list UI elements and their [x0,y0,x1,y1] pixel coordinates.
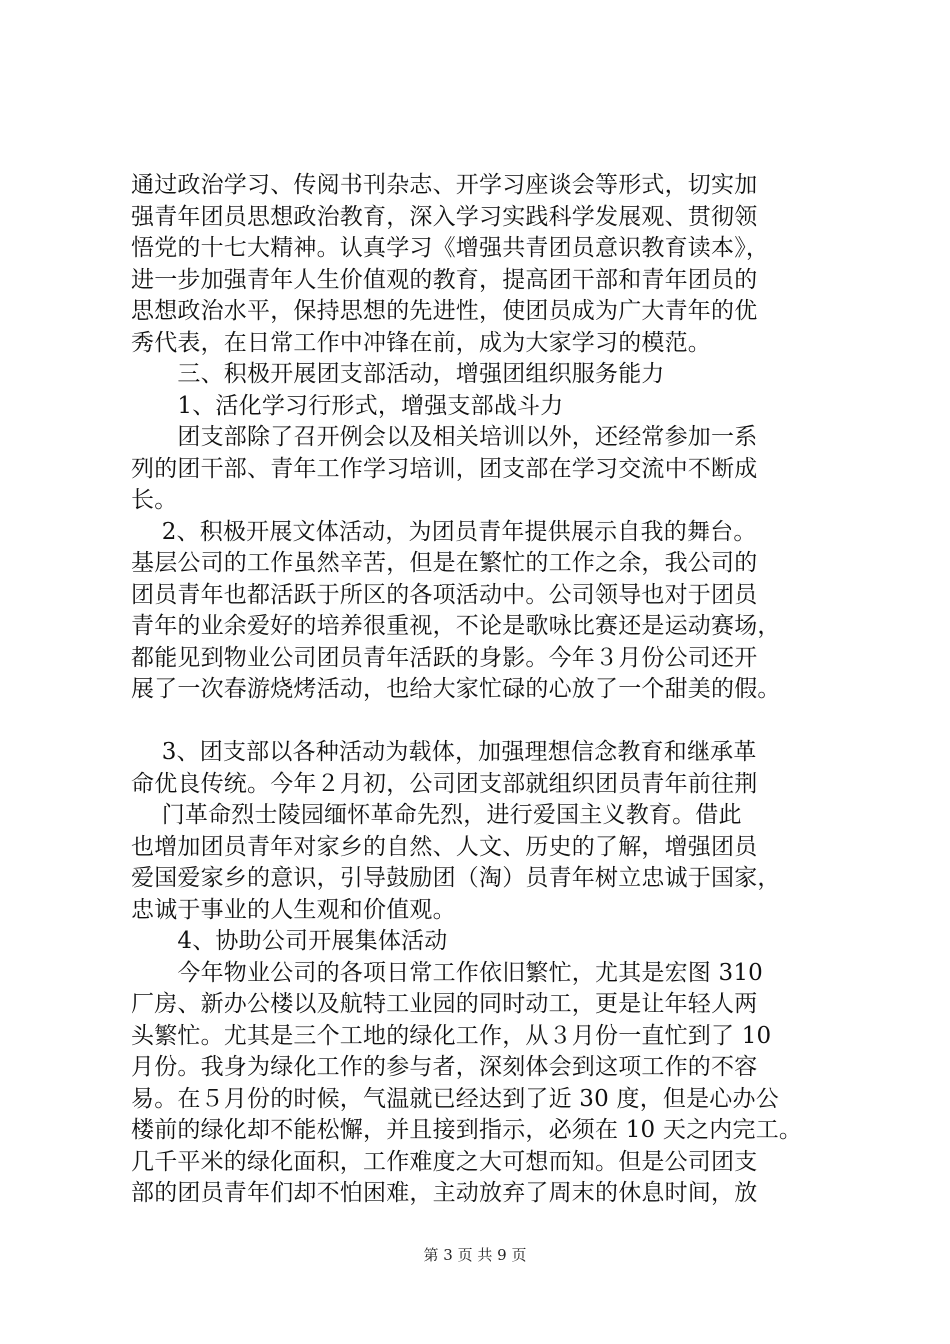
text-line: 都能见到物业公司团员青年活跃的身影。今年３月份公司还开 [131,644,758,671]
body-text [131,170,831,1210]
text-line: 忠诚于事业的人生观和价值观。 [131,896,456,923]
text-line: 强青年团员思想政治教育，深入学习实践科学发展观、贯彻领 [131,203,758,230]
text-line: 列的团干部、青年工作学习培训，团支部在学习交流中不断成 [131,455,758,482]
text-line: 月份。我身为绿化工作的参与者，深刻体会到这项工作的不容 [131,1054,758,1080]
text-line: 几千平米的绿化面积，工作难度之大可想而知。但是公司团支 [131,1148,758,1175]
text-line: 也增加团员青年对家乡的自然、人文、历史的了解，增强团员 [131,833,758,860]
text-line: 秀代表，在日常工作中冲锋在前，成为大家学习的模范。 [131,329,711,356]
subsection-heading: 4、协助公司开展集体活动 [131,928,448,954]
page-number-footer: 第 3 页 共 9 页 [423,1246,527,1264]
text-line: 头繁忙。尤其是三个工地的绿化工作，从３月份一直忙到了 10 [131,1022,772,1049]
text-line: 基层公司的工作虽然辛苦，但是在繁忙的工作之余，我公司的 [131,550,758,576]
text-line: 团员青年也都活跃于所区的各项活动中。公司领导也对于团员 [131,581,758,608]
text-line: 命优良传统。今年２月初，公司团支部就组织团员青年前往荆 [131,770,758,797]
text-line: 部的团员青年们却不怕困难，主动放弃了周末的休息时间，放 [131,1180,758,1206]
text-line: 团支部除了召开例会以及相关培训以外，还经常参加一系 [131,424,758,450]
text-line: 思想政治水平，保持思想的先进性，使团员成为广大青年的优 [131,298,758,324]
text-line: 2、积极开展文体活动，为团员青年提供展示自我的舞台。 [131,518,757,545]
section-heading: 三、积极开展团支部活动，增强团组织服务能力 [131,361,665,387]
text-line: 悟党的十七大精神。认真学习《增强共青团员意识教育读本》， [131,235,770,261]
text-line: 厂房、新办公楼以及航特工业园的同时动工，更是让年轻人两 [131,991,758,1017]
blank-line [131,706,831,738]
text-line: 易。在５月份的时候，气温就已经达到了近 30 度，但是心办公 [131,1085,779,1112]
text-line: 展了一次春游烧烤活动，也给大家忙碌的心放了一个甜美的假。 [131,676,781,702]
text-line: 门革命烈士陵园缅怀革命先烈，进行爱国主义教育。借此 [131,802,742,828]
text-line: 楼前的绿化却不能松懈，并且接到指示，必须在 10 天之内完工。 [131,1117,803,1143]
text-line: 长。 [131,487,178,513]
text-line: 爱国爱家乡的意识，引导鼓励团（淘）员青年树立忠诚于国家， [131,865,781,891]
subsection-heading: 1、活化学习行形式，增强支部战斗力 [131,392,564,419]
text-line: 通过政治学习、传阅书刊杂志、开学习座谈会等形式，切实加 [131,172,758,198]
text-line: 青年的业余爱好的培养很重视，不论是歌咏比赛还是运动赛场， [131,613,781,639]
text-line: 今年物业公司的各项日常工作依旧繁忙，尤其是宏图 310 [131,959,764,986]
text-line: 进一步加强青年人生价值观的教育，提高团干部和青年团员的 [131,266,758,293]
text-line: 3、团支部以各种活动为载体，加强理想信念教育和继承革 [131,739,757,765]
